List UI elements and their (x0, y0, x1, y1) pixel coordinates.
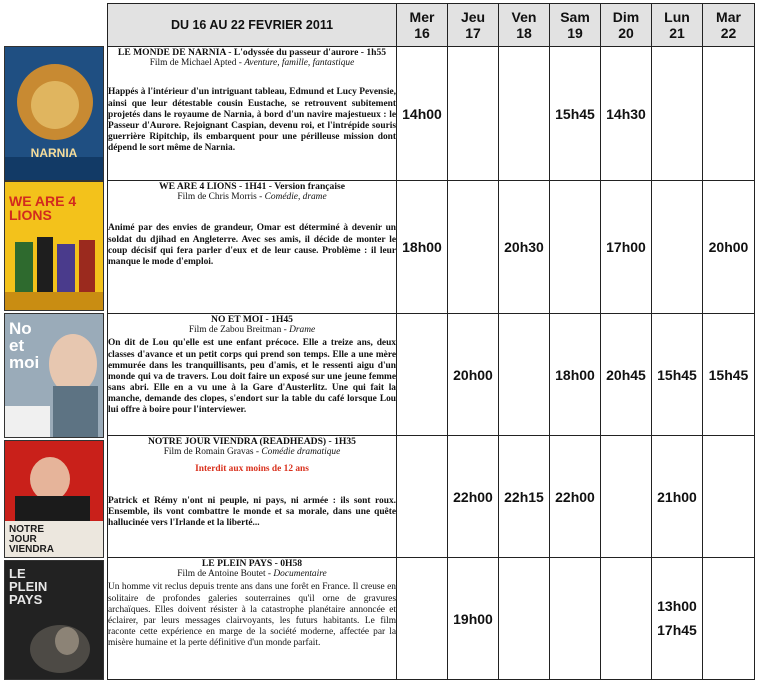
film-genre: Documentaire (273, 569, 327, 580)
film-director: Film de Romain Gravas - (163, 447, 262, 458)
film-info-cell (108, 181, 397, 314)
day-name: Mar (716, 8, 741, 25)
film-info-cell (108, 558, 397, 680)
showtime-tue (703, 436, 755, 558)
film-title: LE MONDE DE NARNIA - L'odyssée du passeur d'aurore - 1h55 (117, 47, 387, 58)
showtime-fri: 22h15 (499, 436, 550, 558)
poster-notre-jour-viendra-label: NOTRE JOUR VIENDRA (9, 524, 55, 555)
poster-4-lions (4, 181, 104, 311)
showtime-wed (397, 436, 448, 558)
film-row-4-lions (108, 181, 755, 314)
film-genre: Drame (289, 325, 316, 336)
day-name: Jeu (460, 8, 486, 25)
showtime-mon (652, 558, 703, 680)
day-header-sun (601, 4, 652, 47)
showtime-sun: 14h30 (601, 47, 652, 181)
poster-narnia-art (5, 47, 104, 181)
showtime-tue: 20h00 (703, 181, 755, 314)
showtime-thu (448, 47, 499, 181)
day-name: Mer (409, 8, 435, 25)
showtime-tue (703, 47, 755, 181)
day-name: Ven (511, 8, 537, 25)
film-director: Film de Antoine Boutet - (177, 569, 274, 580)
period-header: DU 16 AU 22 FEVRIER 2011 (108, 4, 397, 47)
film-credit (108, 447, 396, 458)
showtime-tue (703, 558, 755, 680)
day-number: 16 (414, 25, 430, 41)
day-number: 17 (465, 25, 481, 41)
showtime-fri: 20h30 (499, 181, 550, 314)
day-name: Sam (560, 8, 590, 25)
day-header-wed (397, 4, 448, 47)
film-info-cell (108, 47, 397, 181)
day-number: 20 (618, 25, 634, 41)
showtime-thu: 20h00 (448, 314, 499, 436)
showtime-fri (499, 558, 550, 680)
film-director: Film de Zabou Breitman - (188, 325, 290, 336)
showtime-sun (601, 436, 652, 558)
day-header-sat (550, 4, 601, 47)
film-row-notre-jour-viendra (108, 436, 755, 558)
showtime-sat: 22h00 (550, 436, 601, 558)
day-header-thu (448, 4, 499, 47)
poster-notre-jour-viendra (4, 440, 104, 558)
poster-no-et-moi (4, 313, 104, 438)
schedule-table (107, 3, 755, 680)
film-director: Film de Michael Apted - (149, 58, 245, 69)
showtime-sun: 17h00 (601, 181, 652, 314)
showtime-sat: 15h45 (550, 47, 601, 181)
film-info-cell (108, 314, 397, 436)
header-row (108, 4, 755, 47)
age-restriction-warning: Interdit aux moins de 12 ans (195, 464, 309, 475)
film-row-narnia (108, 47, 755, 181)
showtime-thu: 22h00 (448, 436, 499, 558)
film-title: WE ARE 4 LIONS - 1H41 - Version française (158, 181, 346, 192)
showtime-mon: 15h45 (652, 314, 703, 436)
film-genre: Comédie dramatique (261, 447, 341, 458)
poster-4-lions-label: WE ARE 4 LIONS (9, 193, 77, 223)
film-title: LE PLEIN PAYS - 0H58 (201, 558, 303, 569)
poster-le-plein-pays-label: LE PLEIN PAYS (9, 566, 48, 607)
film-row-le-plein-pays (108, 558, 755, 680)
showtime-mon: 21h00 (652, 436, 703, 558)
showtime-wed: 14h00 (397, 47, 448, 181)
showtime-sun (601, 558, 652, 680)
film-synopsis: Animé par des envies de grandeur, Omar est déterminé à devenir un soldat du djihad en Angleterre. Avec ses amis, il décide de monter le coup décisif qui fera parler d'eux et de leur cause. Problème : il leur manque le mode d'emploi. (108, 223, 396, 267)
day-header-fri (499, 4, 550, 47)
film-synopsis: On dit de Lou qu'elle est une enfant précoce. Elle a treize ans, deux classes d'avance et un petit corps qui prend son temps. Elle a une mère emmurée dans les tranquillisants, peu d'amis, et le ressenti aigu d'un monde qui va de travers. Lou doit faire un exposé sur une jeune femme sans abri. Elle en a vu une à la Gare d'Austerlitz. Une qui fait la manche, demande des clopes, s'endort sur la table du café lorsque Lou lui offre à boire pour l'interviewer. (108, 338, 396, 415)
day-number: 22 (720, 25, 737, 41)
showtime-sat: 18h00 (550, 314, 601, 436)
film-credit (108, 58, 396, 69)
film-info-cell (108, 436, 397, 558)
day-number: 18 (516, 25, 532, 41)
film-synopsis: Patrick et Rémy n'ont ni peuple, ni pays, ni armée : ils sont roux. Ensemble, ils vont combattre le monde et sa morale, dans une quête hallucinée vers l'Irlande et la liberté... (108, 495, 396, 528)
day-number: 21 (669, 25, 685, 41)
poster-narnia-label: NARNIA (30, 146, 78, 160)
film-credit (108, 569, 396, 580)
film-credit (108, 192, 396, 203)
day-name: Dim (612, 8, 640, 25)
film-title: NOTRE JOUR VIENDRA (READHEADS) - 1H35 (148, 436, 356, 447)
poster-narnia (4, 46, 104, 181)
film-director: Film de Chris Morris - (177, 192, 265, 203)
poster-no-et-moi-label: No et moi (9, 319, 40, 372)
film-title: NO ET MOI - 1H45 (211, 314, 293, 325)
showtime-mon (652, 47, 703, 181)
film-synopsis: Happés à l'intérieur d'un intriguant tableau, Edmund et Lucy Pevensie, ainsi que leur détestable cousin Eustache, se retrouvent subitement projetés dans le royaume de Narnia, à bord d'un navire majestueux : le Passeur d'Aurore. Rejoignant Caspian, devenu roi, et l'intrépide souris guerrière Ripitchip, ils embarquent pour une périlleuse mission dont dépend le sort même de Narnia. (108, 87, 396, 153)
film-row-no-et-moi (108, 314, 755, 436)
day-name: Lun (664, 8, 690, 25)
showtime-sat (550, 558, 601, 680)
showtime-sun: 20h45 (601, 314, 652, 436)
film-genre: Comédie, drame (264, 192, 327, 203)
showtime-wed (397, 314, 448, 436)
showtime-wed: 18h00 (397, 181, 448, 314)
film-credit (108, 325, 396, 336)
poster-le-plein-pays (4, 560, 104, 680)
showtime-fri (499, 47, 550, 181)
showtime-sat (550, 181, 601, 314)
showtime-mon (652, 181, 703, 314)
showtime-thu: 19h00 (448, 558, 499, 680)
showtime-wed (397, 558, 448, 680)
showtime-fri (499, 314, 550, 436)
day-number: 19 (567, 25, 583, 41)
film-genre: Aventure, famille, fantastique (244, 58, 355, 69)
showtime-mon-multi: 13h00 17h45 (657, 597, 697, 638)
showtime-tue: 15h45 (703, 314, 755, 436)
film-synopsis: Un homme vit reclus depuis trente ans dans une forêt en France. Il creuse en solitaire de profondes galeries souterraines qu'il orne de gravures archaïques. Elles doivent résister à la catastrophe planétaire annoncée et éclairer, par leurs messages clairvoyants, les futurs habitants. Le film raconte cette expérience en marge de la société moderne, affectée par la misère humaine et la perte définitive d'un monde parfait. (108, 582, 396, 648)
day-header-tue (703, 4, 755, 47)
day-header-mon (652, 4, 703, 47)
showtime-thu (448, 181, 499, 314)
